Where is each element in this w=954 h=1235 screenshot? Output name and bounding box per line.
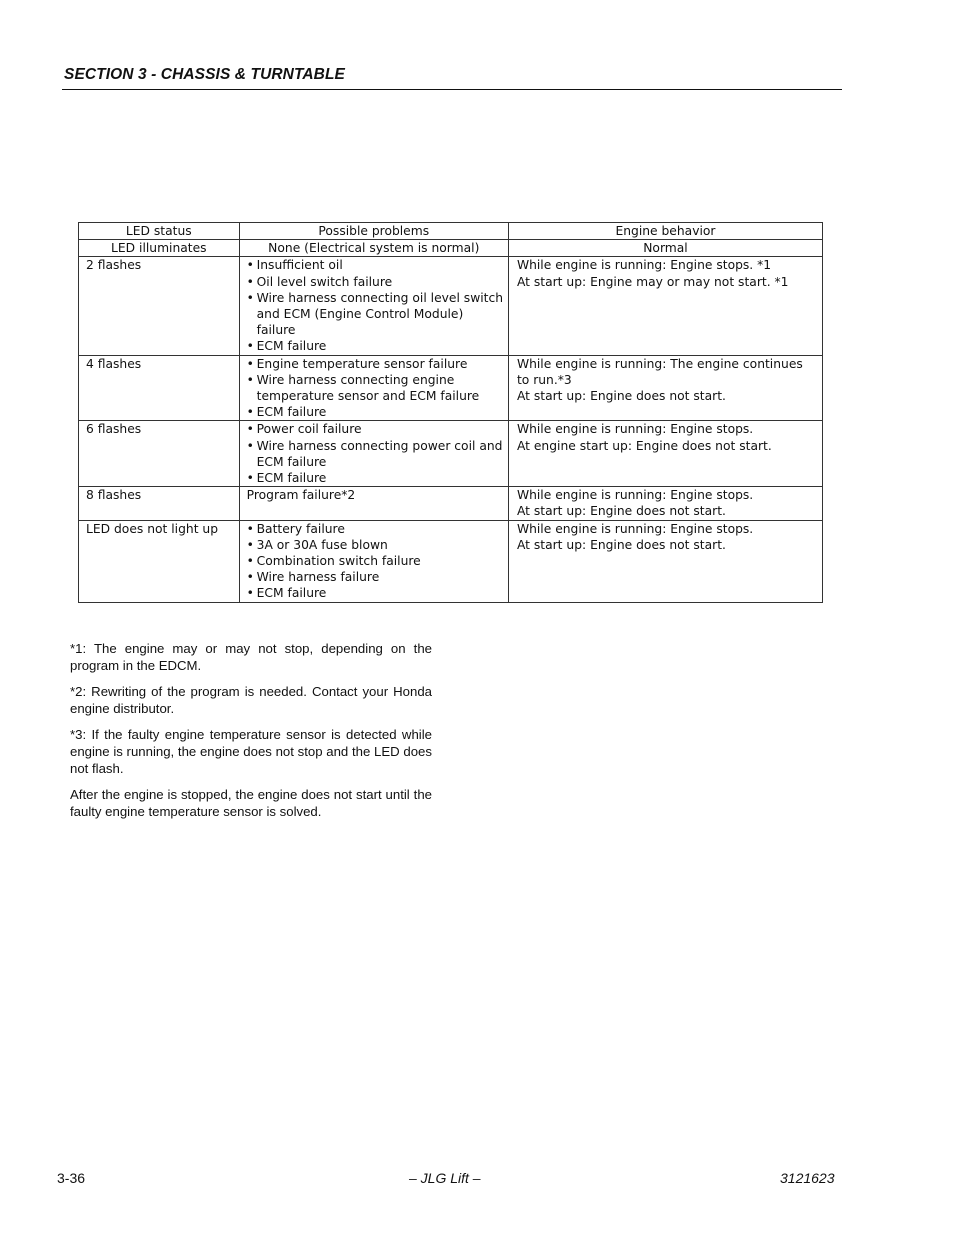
cell-behavior <box>508 355 822 421</box>
list-item: • ECM failure <box>247 470 504 486</box>
list-item: • Oil level switch failure <box>247 274 504 290</box>
cell-status: 8 flashes <box>79 487 240 520</box>
list-item: • Wire harness connecting oil level switch and ECM (Engine Control Module) failure <box>247 290 504 339</box>
list-item: • Wire harness connecting power coil and ECM failure <box>247 438 504 470</box>
list-item: • 3A or 30A fuse blown <box>247 537 504 553</box>
list-item: • Power coil failure <box>247 421 504 437</box>
cell-status: LED does not light up <box>79 520 240 602</box>
table-header-row <box>79 223 823 240</box>
problem-list <box>247 356 504 421</box>
column-header-led-status: LED status <box>79 223 240 240</box>
problem-line: Program failure*2 <box>246 488 356 503</box>
footer-publisher: – JLG Lift – <box>409 1170 481 1186</box>
list-item: • Combination switch failure <box>247 553 504 569</box>
list-item: • Wire harness failure <box>247 569 504 585</box>
problem-list <box>247 257 504 354</box>
list-item: • ECM failure <box>247 585 504 601</box>
list-item: • ECM failure <box>247 338 504 354</box>
cell-problems: None (Electrical system is normal) <box>239 240 508 257</box>
behavior-line: At start up: Engine does not start. <box>516 537 726 552</box>
note-paragraph: After the engine is stopped, the engine does not start until the faulty engine temperature sensor is solved. <box>70 787 432 819</box>
table-row <box>79 421 823 487</box>
list-item: • Battery failure <box>247 521 504 537</box>
behavior-line: At start up: Engine may or may not start. *1 <box>516 274 789 289</box>
cell-problems <box>239 421 508 487</box>
problem-list <box>247 421 504 486</box>
cell-problems <box>239 487 508 520</box>
behavior-line: While engine is running: Engine stops. *1 <box>516 258 772 273</box>
table-row <box>79 520 823 602</box>
led-status-table <box>78 222 823 603</box>
column-header-possible-problems: Possible problems <box>239 223 508 240</box>
cell-problems <box>239 355 508 421</box>
footnotes <box>70 640 432 829</box>
list-item: • Insufficient oil <box>247 257 504 273</box>
behavior-line: While engine is running: Engine stops. <box>516 521 754 536</box>
list-item: • ECM failure <box>247 404 504 420</box>
footnote-3: *3: If the faulty engine temperature sensor is detected while engine is running, the engine does not stop and the LED does not flash. <box>70 727 432 776</box>
table-row <box>79 487 823 520</box>
list-item: • Engine temperature sensor failure <box>247 356 504 372</box>
footnote-1: *1: The engine may or may not stop, depending on the program in the EDCM. <box>70 641 432 673</box>
cell-behavior <box>508 421 822 487</box>
table-row <box>79 355 823 421</box>
behavior-line: While engine is running: The engine continues to run.*3 <box>516 356 803 387</box>
document-number: 3121623 <box>780 1170 835 1186</box>
section-title: SECTION 3 - CHASSIS & TURNTABLE <box>64 66 345 83</box>
cell-status: 4 flashes <box>79 355 240 421</box>
cell-status: 6 flashes <box>79 421 240 487</box>
table-row-normal <box>79 240 823 257</box>
behavior-line: At start up: Engine does not start. <box>516 504 726 519</box>
cell-status: 2 flashes <box>79 257 240 355</box>
page-number: 3-36 <box>57 1170 86 1186</box>
cell-behavior <box>508 520 822 602</box>
cell-problems <box>239 257 508 355</box>
list-item: • Wire harness connecting engine temperature sensor and ECM failure <box>247 372 504 404</box>
behavior-line: While engine is running: Engine stops. <box>516 422 754 437</box>
cell-problems <box>239 520 508 602</box>
cell-behavior <box>508 487 822 520</box>
problem-list <box>247 521 504 602</box>
cell-behavior: Normal <box>508 240 822 257</box>
table-row <box>79 257 823 355</box>
section-header <box>62 65 842 90</box>
behavior-line: At engine start up: Engine does not start. <box>516 438 772 453</box>
behavior-line: At start up: Engine does not start. <box>516 389 726 404</box>
cell-status: LED illuminates <box>79 240 240 257</box>
column-header-engine-behavior: Engine behavior <box>508 223 822 240</box>
behavior-line: While engine is running: Engine stops. <box>516 488 754 503</box>
footnote-2: *2: Rewriting of the program is needed. Contact your Honda engine distributor. <box>70 684 432 716</box>
cell-behavior <box>508 257 822 355</box>
